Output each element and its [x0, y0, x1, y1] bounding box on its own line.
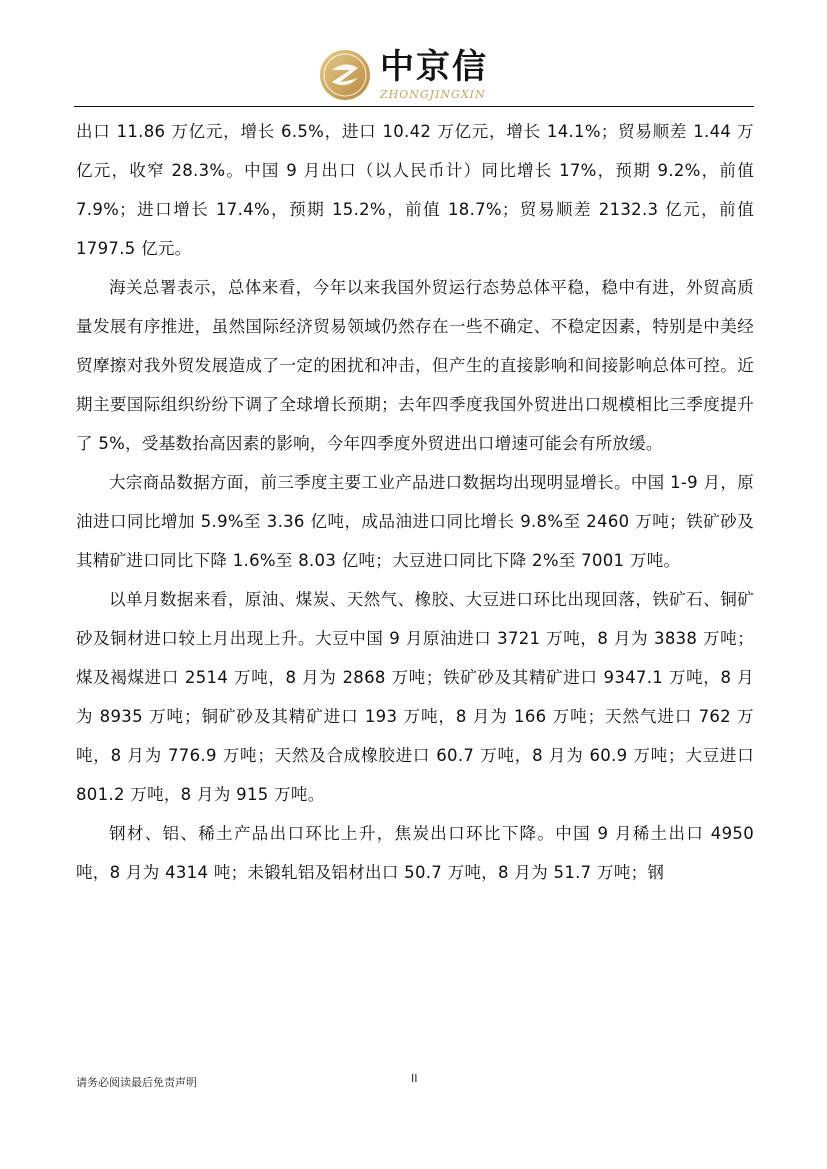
- page-number: II: [411, 1072, 418, 1085]
- logo-emblem-icon: [318, 48, 372, 102]
- paragraph-2: 海关总署表示，总体来看，今年以来我国外贸运行态势总体平稳，稳中有进，外贸高质量发展有序推进，虽然国际经济贸易领域仍然存在一些不确定、不稳定因素，特别是中美经贸摩擦对我外贸发展造成了一定的困扰和冲击，但产生的直接影响和间接影响总体可控。近期主要国际组织纷纷下调了全球增长预期；去年四季度我国外贸进出口规模相比三季度提升了 5%，受基数抬高因素的影响，今年四季度外贸进出口增速可能会有所放缓。: [76, 278, 754, 453]
- report-body: [76, 112, 754, 892]
- footer-disclaimer: 请务必阅读最后免责声明: [76, 1076, 197, 1089]
- logo-english-text: ZHONGJINGXIN: [380, 88, 486, 101]
- page-header: [0, 0, 827, 110]
- company-logo: [318, 48, 488, 104]
- paragraph-1: 出口 11.86 万亿元，增长 6.5%，进口 10.42 万亿元，增长 14.1%；贸易顺差 1.44 万亿元，收窄 28.3%。中国 9 月出口（以人民币计）同比增长 17%，预期 9.2%，前值 7.9%；进口增长 17.4%，预期 15.2%，前值 18.7%；贸易顺差 2132.3 亿元，前值 1797.5 亿元。: [76, 122, 754, 258]
- logo-chinese-text: 中京信: [380, 47, 488, 87]
- paragraph-4: 以单月数据来看，原油、煤炭、天然气、橡胶、大豆进口环比出现回落，铁矿石、铜矿砂及铜材进口较上月出现上升。大豆中国 9 月原油进口 3721 万吨，8 月为 3838 万吨；煤及褐煤进口 2514 万吨，8 月为 2868 万吨；铁矿砂及其精矿进口 9347.1 万吨，8 月为 8935 万吨；铜矿砂及其精矿进口 193 万吨，8 月为 166 万吨；天然气进口 762 万吨，8 月为 776.9 万吨；天然及合成橡胶进口 60.7 万吨，8 月为 60.9 万吨；大豆进口 801.2 万吨，8 月为 915 万吨。: [76, 590, 754, 804]
- paragraph-3: 大宗商品数据方面，前三季度主要工业产品进口数据均出现明显增长。中国 1-9 月，原油进口同比增加 5.9%至 3.36 亿吨，成品油进口同比增长 9.8%至 2460 万吨；铁矿砂及其精矿进口同比下降 1.6%至 8.03 亿吨；大豆进口同比下降 2%至 7001 万吨。: [76, 473, 754, 570]
- paragraph-5: 钢材、铝、稀土产品出口环比上升，焦炭出口环比下降。中国 9 月稀土出口 4950 吨，8 月为 4314 吨；未锻轧铝及铝材出口 50.7 万吨，8 月为 51.7 万吨；钢: [76, 824, 754, 882]
- header-divider: [74, 106, 754, 107]
